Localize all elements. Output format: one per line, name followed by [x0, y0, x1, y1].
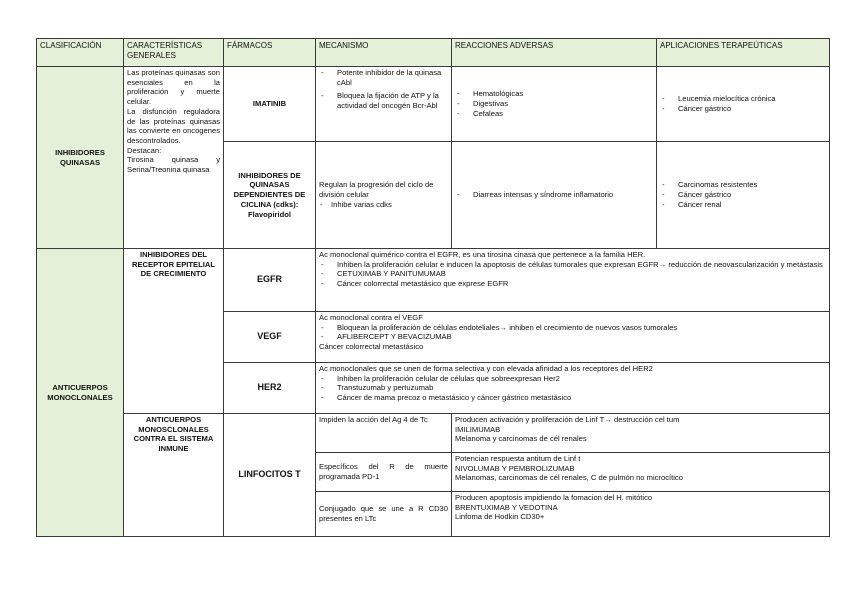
- her2-item: - Transtuzumab y pertuzumab: [319, 383, 826, 393]
- row-imatinib: [37, 67, 830, 142]
- caracteristica-text: La disfunción reguladora de las proteínas quinasas las convierte en oncogenes descontrolados.: [127, 106, 220, 146]
- aplicacion-item: - Leucemia mielocítica crónica: [660, 94, 826, 104]
- quinasas-caracteristicas: [124, 67, 224, 249]
- egfr-item: - Inhiben la proliferación celular e inducen la apoptosis de células tumorales que expresan EGFR→ reducción de neovascularización y metástasis: [319, 260, 826, 270]
- mecanismo-item: - Potente inhibidor de la quinasa cAbl: [319, 68, 448, 87]
- header-farmacos: FÁRMACOS: [224, 39, 316, 67]
- linfocitos-detail: [452, 414, 830, 453]
- vegf-item: - Bloquean la proliferación de células endoteliales→ inhiben el crecimiento de nuevos vasos tumorales: [319, 323, 826, 333]
- reaccion-item: - Cefaleas: [455, 109, 653, 119]
- farmaco-imatinib: IMATINIB: [224, 67, 316, 142]
- caracteristica-text: Destacan:: [127, 145, 162, 155]
- detail-line: Producen activación y proliferación de Linf T→ destrucción cel tum: [455, 415, 680, 424]
- pharmacology-table: [36, 38, 830, 537]
- her2-description: [316, 363, 830, 414]
- aplicacion-item: - Carcinomas resistentes: [660, 180, 826, 190]
- row-linfocitos-1: [37, 414, 830, 453]
- imatinib-aplicaciones: [657, 67, 830, 142]
- farmaco-cdk: INHIBIDORES DE QUINASAS DEPENDIENTES DE CICLINA (cdks): Flavopiridol: [224, 142, 316, 249]
- header-aplicaciones: APLICACIONES TERAPEÚTICAS: [657, 39, 830, 67]
- detail-line: Melanoma y carcinomas de cél renales: [455, 434, 587, 444]
- linfocitos-mecanismo: Conjugado que se une a R CD30 presentes en LTc: [316, 492, 452, 537]
- caracteristica-text: Tirosina quinasa y Serina/Treonina quinasa: [127, 155, 220, 175]
- farmaco-vegf: VEGF: [224, 312, 316, 363]
- cdk-reacciones: [452, 142, 657, 249]
- mecanismo-item: - Inhibe varias cdks: [319, 200, 448, 210]
- egfr-item: - Cáncer colorrectal metastásico que exprese EGFR: [319, 279, 826, 289]
- her2-item: - Inhiben la proliferación celular de células que sobreexpresan Her2: [319, 374, 826, 384]
- farmaco-linfocitos: LINFOCITOS T: [224, 414, 316, 537]
- mecanismo-intro: Regulan la progresión del ciclo de división celular: [319, 180, 434, 200]
- detail-line: Melanomas, carcinomas de cél renales, C de pulmón no microcítico: [455, 473, 683, 483]
- inmune-label: ANTICUERPOS MONOSCLONALES CONTRA EL SISTEMA INMUNE: [124, 414, 224, 537]
- detail-line: NIVOLUMAB Y PEMBROLIZUMAB: [455, 463, 575, 473]
- aplicacion-item: - Cáncer gástrico: [660, 190, 826, 200]
- reaccion-item: - Digestivas: [455, 99, 653, 109]
- her2-item: - Cáncer de mama precoz o metastásico y cáncer gástrico metastásico: [319, 393, 826, 403]
- header-reacciones: REACCIONES ADVERSAS: [452, 39, 657, 67]
- cdk-aplicaciones: [657, 142, 830, 249]
- linfocitos-mecanismo: Impiden la acción del Ag 4 de Tc: [316, 414, 452, 453]
- header-caracteristicas: CARACTERÍSTICAS GENERALES: [124, 39, 224, 67]
- imatinib-mecanismo: [316, 67, 452, 142]
- her2-intro: Ac monoclonales que se unen de forma selectiva y con elevada afinidad a los receptores del HER2: [319, 364, 653, 373]
- anticuerpos-label: ANTICUERPOS MONOCLONALES: [37, 249, 124, 537]
- imatinib-reacciones: [452, 67, 657, 142]
- vegf-item: - AFLIBERCEPT Y BEVACIZUMAB: [319, 332, 826, 342]
- header-mecanismo: MECANISMO: [316, 39, 452, 67]
- mecanismo-item: - Bloquea la fijación de ATP y la actividad del oncogén Bcr-Abl: [319, 91, 448, 110]
- detail-line: IMILIMUMAB: [455, 424, 501, 434]
- vegf-outro: Cáncer colorrectal metastásico: [319, 342, 424, 352]
- header-clasificacion: CLASIFICACIÓN: [37, 39, 124, 67]
- row-egfr: [37, 249, 830, 312]
- caracteristica-text: Las proteínas quinasas son esenciales en la proliferación y muerte celular.: [127, 68, 220, 107]
- cdk-mecanismo: [316, 142, 452, 249]
- linfocitos-mecanismo: Específicos del R de muerte programada PD-1: [316, 453, 452, 492]
- vegf-description: [316, 312, 830, 363]
- linfocitos-detail: [452, 453, 830, 492]
- quinasas-label: INHIBIDORES QUINASAS: [37, 67, 124, 249]
- reaccion-item: - Diarreas intensas y síndrome inflamatorio: [455, 190, 653, 200]
- aplicacion-item: - Cáncer renal: [660, 200, 826, 210]
- detail-line: Producen apoptosis impidiendo la fomacion del H. mitótico: [455, 493, 653, 502]
- detail-line: BRENTUXIMAB Y VEDOTINA: [455, 502, 558, 512]
- reaccion-item: - Hematológicas: [455, 89, 653, 99]
- header-row: [37, 39, 830, 67]
- receptor-label: INHIBIDORES DEL RECEPTOR EPITELIAL DE CRECIMIENTO: [124, 249, 224, 414]
- vegf-intro: Ac monoclonal contra el VEGF: [319, 313, 423, 322]
- farmaco-egfr: EGFR: [224, 249, 316, 312]
- aplicacion-item: - Cáncer gástrico: [660, 104, 826, 114]
- detail-line: Potencian respuesta antitum de Linf t: [455, 454, 581, 463]
- linfocitos-detail: [452, 492, 830, 537]
- egfr-description: [316, 249, 830, 312]
- detail-line: Linfoma de Hodkin CD30+: [455, 512, 545, 522]
- farmaco-her2: HER2: [224, 363, 316, 414]
- egfr-item: - CETUXIMAB Y PANITUMUMAB: [319, 269, 826, 279]
- egfr-intro: Ac monoclonal quimérico contra el EGFR, es una tirosina cinasa que pertenece a la familia HER.: [319, 250, 646, 259]
